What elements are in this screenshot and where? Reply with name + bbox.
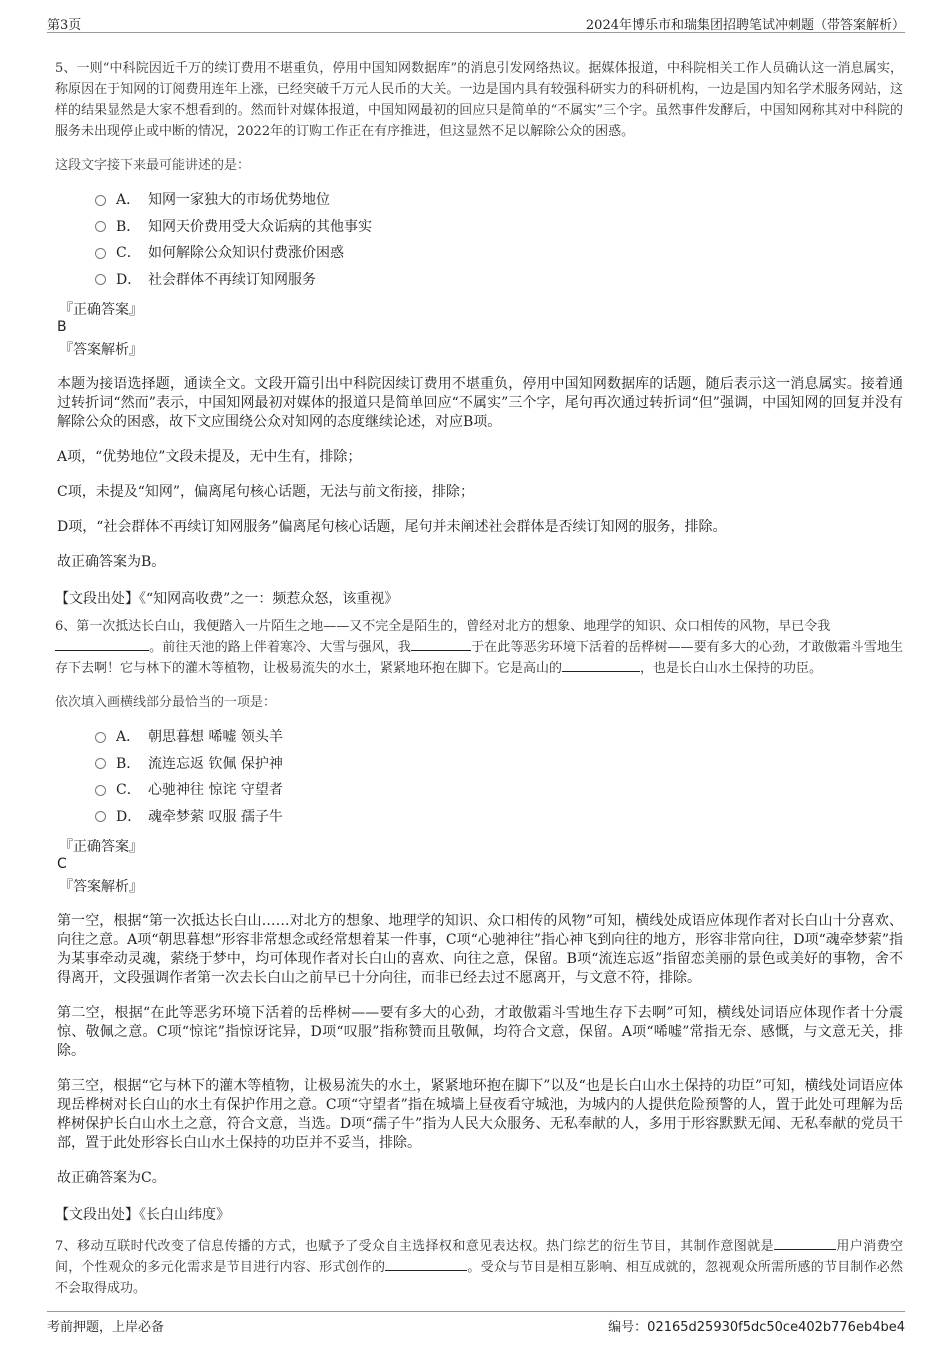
radio-icon[interactable] bbox=[95, 274, 106, 285]
analysis-paragraph: 第三空，根据“它与林下的灌木等植物，让极易流失的水土，紧紧地环抱在脚下”以及“也是长白山水土保持的功臣”可知，横线处词语应体现岳桦树对长白山的水土有保护作用之意。C项“守望者”指在城墙上昼夜看守城池，为城内的人提供危险预警的人，置于此处可理解为岳桦树保护长白山水土之意，符合文意，当选。D项“孺子牛”指为人民大众服务、无私奉献的人，多用于形容默默无闻、无私奉献的党员干部，置于此处形容长白山水土保持的功臣并不妥当，排除。 bbox=[57, 1078, 903, 1151]
option-a[interactable]: A． 知网一家独大的市场优势地位 bbox=[95, 187, 903, 214]
question-5 bbox=[55, 58, 903, 608]
radio-icon[interactable] bbox=[95, 248, 106, 259]
option-b[interactable]: B． 知网天价费用受大众诟病的其他事实 bbox=[95, 214, 903, 241]
option-text: 知网天价费用受大众诟病的其他事实 bbox=[148, 218, 372, 235]
radio-icon[interactable] bbox=[95, 221, 106, 232]
option-text: 流连忘返 钦佩 保护神 bbox=[148, 755, 283, 772]
analysis-paragraph: 故正确答案为B。 bbox=[57, 554, 166, 570]
source-citation: 【文段出处】《长白山纬度》 bbox=[55, 1207, 230, 1223]
radio-icon[interactable] bbox=[95, 811, 106, 822]
correct-answer: C bbox=[57, 856, 67, 872]
question-7 bbox=[55, 1236, 903, 1299]
page-content bbox=[55, 58, 903, 1299]
option-list bbox=[95, 724, 903, 830]
page-number: 第3页 bbox=[47, 18, 82, 33]
correct-answer-label: 『正确答案』 bbox=[59, 839, 143, 855]
blank-line[interactable] bbox=[411, 638, 471, 651]
radio-icon[interactable] bbox=[95, 732, 106, 743]
option-d[interactable]: D． 魂牵梦萦 叹服 孺子牛 bbox=[95, 804, 903, 831]
analysis-paragraph: C项，未提及“知网”，偏离尾句核心话题，无法与前文衔接，排除； bbox=[57, 484, 475, 500]
footer-slogan: 考前押题，上岸必备 bbox=[47, 1320, 165, 1335]
source-citation: 【文段出处】《“知网高收费”之一：频惹众怒，该重视》 bbox=[55, 591, 399, 607]
option-text: 心驰神往 惊诧 守望者 bbox=[148, 782, 283, 798]
option-text: 朝思暮想 唏嘘 领头羊 bbox=[148, 729, 283, 745]
question-prompt: 这段文字接下来最可能讲述的是： bbox=[55, 158, 251, 173]
document-title: 2024年博乐市和瑞集团招聘笔试冲刺题（带答案解析） bbox=[585, 18, 905, 33]
option-text: 知网一家独大的市场优势地位 bbox=[148, 192, 330, 208]
option-text: 社会群体不再续订知网服务 bbox=[148, 271, 316, 288]
analysis-paragraph: 第一空，根据“第一次抵达长白山……对北方的想象、地理学的知识、众口相传的风物”可知，横线处成语应体现作者对长白山十分喜欢、向往之意。A项“朝思暮想”形容非常想念或经常想着某一件事，C项“心驰神往”指心神飞到向往的地方，形容非常向往，D项“魂牵梦萦”指为某事牵动灵魂，萦绕于梦中，均可体现作者对长白山的喜欢、向往之意，保留。B项“流连忘返”指留恋美丽的景色或美好的事物，舍不得离开，文段强调作者第一次去长白山之前早已十分向往，而非已经去过不愿离开，与文意不符，排除。 bbox=[57, 913, 903, 986]
question-6 bbox=[55, 616, 903, 1224]
option-a[interactable]: A． 朝思暮想 唏嘘 领头羊 bbox=[95, 724, 903, 751]
analysis-paragraph: D项，“社会群体不再续订知网服务”偏离尾句核心话题，尾句并未阐述社会群体是否续订知网的服务，排除。 bbox=[57, 519, 727, 535]
option-text: 如何解除公众知识付费涨价困惑 bbox=[148, 245, 344, 261]
page-header bbox=[47, 12, 905, 33]
blank-line[interactable] bbox=[55, 638, 149, 651]
radio-icon[interactable] bbox=[95, 195, 106, 206]
analysis-paragraph: 本题为接语选择题，通读全文。文段开篇引出中科院因续订费用不堪重负，停用中国知网数据库的话题，随后表示这一消息属实。接着通过转折词“然而”表示，中国知网最初对媒体的报道只是简单回应“不属实”三个字，尾句再次通过转折词“但”强调，中国知网的回复并没有解除公众的困惑，故下文应围绕公众对知网的态度继续论述，对应B项。 bbox=[57, 376, 903, 430]
blank-line[interactable] bbox=[774, 1237, 836, 1250]
correct-answer: B bbox=[57, 319, 67, 335]
option-c[interactable]: C． 如何解除公众知识付费涨价困惑 bbox=[95, 240, 903, 267]
radio-icon[interactable] bbox=[95, 758, 106, 769]
analysis-label: 『答案解析』 bbox=[59, 342, 143, 358]
analysis-paragraph: 故正确答案为C。 bbox=[57, 1170, 166, 1186]
analysis-paragraph: A项，“优势地位”文段未提及，无中生有，排除； bbox=[57, 449, 362, 465]
option-c[interactable]: C． 心驰神往 惊诧 守望者 bbox=[95, 777, 903, 804]
question-prompt: 依次填入画横线部分最恰当的一项是： bbox=[55, 695, 277, 710]
question-stem: 6、第一次抵达长白山，我便踏入一片陌生之地——又不完全是陌生的，曾经对北方的想象、地理学的知识、众口相传的风物，早已令我 。前往天池的路上伴着寒冷、大雪与强风，我 于在此等恶劣环境下活着的岳桦树——要有多大的心劲，才敢傲霜斗雪地生存下去啊！它与林下的灌木等植物，让极易流失的水土，紧紧地环抱在脚下。它是高山的 ，也是长白山水土保持的功臣。 bbox=[55, 619, 903, 676]
radio-icon[interactable] bbox=[95, 785, 106, 796]
option-list bbox=[95, 187, 903, 293]
correct-answer-label: 『正确答案』 bbox=[59, 302, 143, 318]
option-b[interactable]: B． 流连忘返 钦佩 保护神 bbox=[95, 751, 903, 778]
analysis-paragraph: 第二空，根据“在此等恶劣环境下活着的岳桦树——要有多大的心劲，才敢傲霜斗雪地生存下去啊”可知，横线处词语应体现作者十分震惊、敬佩之意。C项“惊诧”指惊讶诧异，D项“叹服”指称赞而且敬佩，均符合文意，保留。A项“唏嘘”常指无奈、感慨，与文意无关，排除。 bbox=[57, 1005, 903, 1059]
document-id: 编号：02165d25930f5dc50ce402b776eb4be4 bbox=[608, 1320, 905, 1335]
page-footer bbox=[47, 1311, 905, 1334]
option-d[interactable]: D． 社会群体不再续订知网服务 bbox=[95, 267, 903, 294]
question-stem: 5、一则“中科院因近千万的续订费用不堪重负，停用中国知网数据库”的消息引发网络热议。据媒体报道，中科院相关工作人员确认这一消息属实，称原因在于知网的订阅费用连年上涨，已经突破千万元人民币的大关。一边是国内具有较强科研实力的科研机构，一边是国内知名学术服务网站，这样的结果显然是大家不想看到的。然而针对媒体报道，中国知网最初的回应只是简单的“不属实”三个字。虽然事件发酵后，中国知网称其对中科院的服务未出现停止或中断的情况，2022年的订购工作正在有序推进，但这显然不足以解除公众的困惑。 bbox=[55, 61, 903, 139]
analysis-label: 『答案解析』 bbox=[59, 879, 143, 895]
blank-line[interactable] bbox=[562, 659, 640, 672]
option-text: 魂牵梦萦 叹服 孺子牛 bbox=[148, 808, 283, 825]
blank-line[interactable] bbox=[385, 1258, 467, 1271]
question-stem: 7、移动互联时代改变了信息传播的方式，也赋予了受众自主选择权和意见表达权。热门综艺的衍生节目，其制作意图就是 用户消费空间，个性观众的多元化需求是节目进行内容、形式创作的 。受众与节目是相互影响、相互成就的，忽视观众所需所感的节目制作必然不会取得成功。 bbox=[55, 1239, 903, 1296]
